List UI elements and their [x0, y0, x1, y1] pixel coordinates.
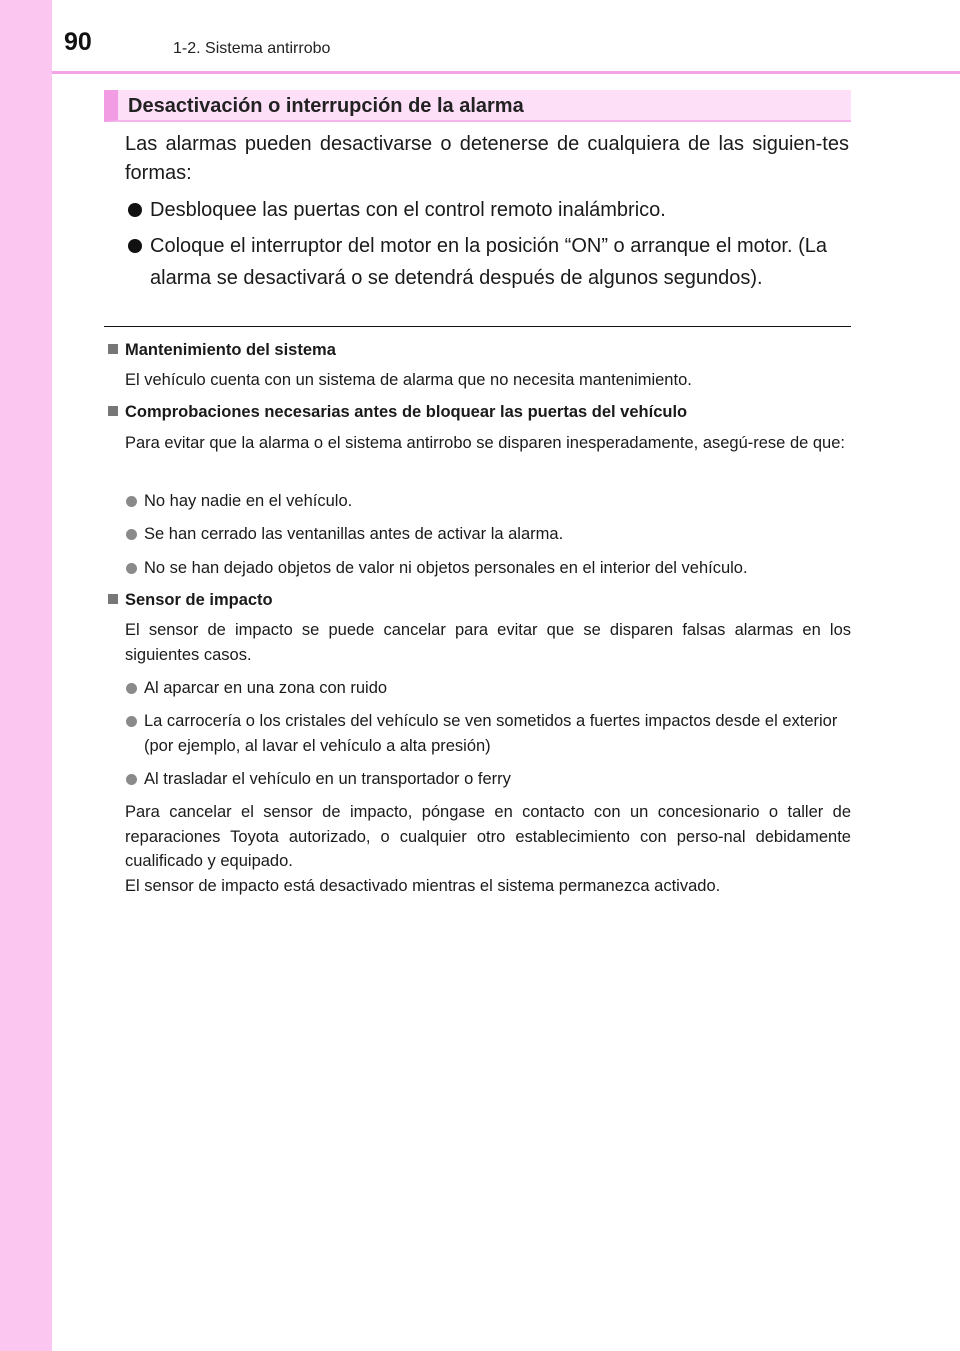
section-reference: 1-2. Sistema antirrobo [173, 40, 331, 57]
side-strip [0, 0, 52, 1351]
note-heading-checks [108, 403, 687, 422]
square-bullet-icon [108, 406, 118, 416]
main-bullet-item [125, 194, 855, 226]
note-bullet-text: No se han dejado objetos de valor ni objetos personales en el interior del vehículo. [144, 559, 748, 577]
bullet-dot-icon [126, 716, 137, 727]
note-heading-text: Comprobaciones necesarias antes de bloquear las puertas del vehículo [125, 403, 688, 421]
note-bullet-item [125, 709, 855, 758]
bullet-dot-icon [126, 563, 137, 574]
bullet-dot-icon [126, 496, 137, 507]
note-heading-text: Sensor de impacto [125, 591, 273, 609]
note-heading-impact [108, 591, 273, 610]
note-bullet-item [125, 767, 855, 792]
header-rule [52, 71, 960, 74]
bullet-dot-icon [126, 774, 137, 785]
bullet-dot-icon [128, 239, 142, 253]
note-text-impact: El sensor de impacto se puede cancelar para evitar que se disparen falsas alarmas en los siguientes casos. [125, 621, 851, 664]
note-text-checks: Para evitar que la alarma o el sistema antirrobo se disparen inesperadamente, asegú-rese de que: [125, 434, 845, 452]
note-bullet-text: Se han cerrado las ventanillas antes de activar la alarma. [144, 525, 564, 543]
square-bullet-icon [108, 594, 118, 604]
bullet-dot-icon [128, 203, 142, 217]
note-bullet-item [125, 556, 855, 581]
page-number: 90 [64, 28, 92, 56]
note-bullet-item [125, 522, 855, 547]
bullet-dot-icon [126, 683, 137, 694]
note-bullet-text: Al trasladar el vehículo en un transportador o ferry [144, 770, 511, 788]
note-bullet-item [125, 489, 855, 514]
note-heading-text: Mantenimiento del sistema [125, 341, 336, 359]
note-text-maintenance: El vehículo cuenta con un sistema de alarma que no necesita mantenimiento. [125, 371, 692, 389]
note-bullet-text: No hay nadie en el vehículo. [144, 492, 353, 510]
square-bullet-icon [108, 344, 118, 354]
note-bullet-text: La carrocería o los cristales del vehículo se ven sometidos a fuertes impactos desde el exterior (por ejemplo, al lavar el vehículo a alta presión) [144, 712, 838, 755]
note-closing-impact [125, 800, 851, 898]
main-bullet-text: Coloque el interruptor del motor en la posición “ON” o arranque el motor. (La alarma se desactivará o se detendrá después de algunos segundos). [150, 235, 828, 289]
section-title: Desactivación o interrupción de la alarma [128, 95, 524, 117]
note-bullet-text: Al aparcar en una zona con ruido [144, 679, 388, 697]
note-bullet-item [125, 676, 855, 701]
main-bullet-item [125, 230, 855, 294]
section-title-box [104, 90, 851, 122]
intro-paragraph: Las alarmas pueden desactivarse o detenerse de cualquiera de las siguien-tes formas: [125, 133, 849, 184]
bullet-dot-icon [126, 529, 137, 540]
closing-paragraph: Para cancelar el sensor de impacto, póngase en contacto con un concesionario o taller de reparaciones Toyota autorizado, o cualquier otro establecimiento con perso-nal debidamente cualificado y equipado. [125, 803, 851, 870]
note-heading-maintenance [108, 341, 336, 360]
main-bullet-text: Desbloquee las puertas con el control remoto inalámbrico. [150, 199, 666, 221]
section-divider [104, 326, 851, 327]
closing-paragraph-2: El sensor de impacto está desactivado mientras el sistema permanezca activado. [125, 876, 721, 895]
